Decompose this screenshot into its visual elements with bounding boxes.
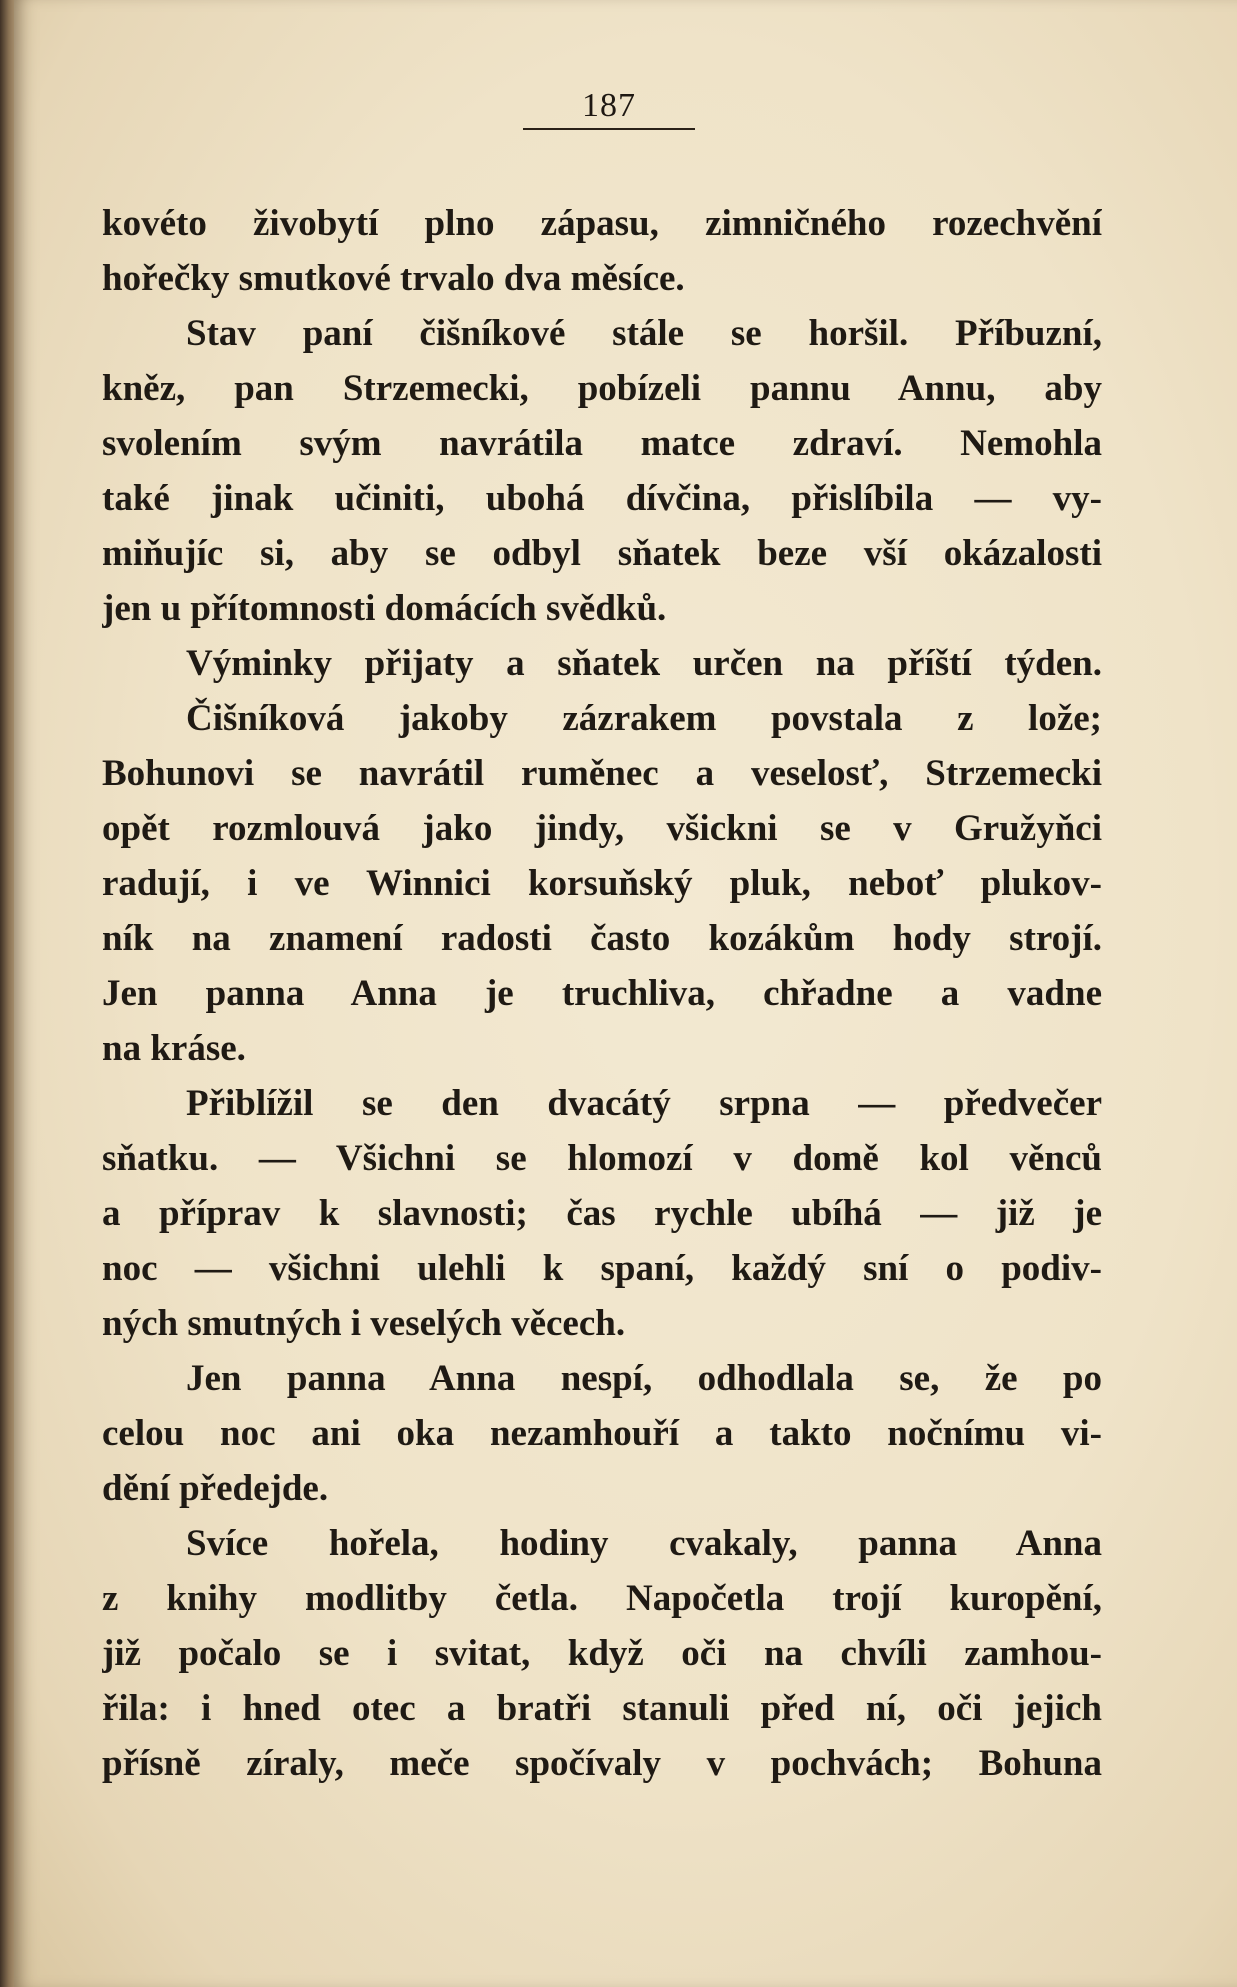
header-rule [523,128,695,130]
text-line: přísně zíraly, meče spočívaly v pochvách; Bohuna [102,1743,1102,1784]
text-line: celou noc ani oka nezamhouří a takto nočnímu vi- [102,1413,1102,1454]
text-line: hořečky smutkové trvalo dva měsíce. [102,258,685,299]
text-line: Bohunovi se navrátil ruměnec a veselosť, Strzemecki [102,753,1102,794]
text-line: Výminky přijaty a sňatek určen na příští týden. [186,643,1102,684]
text-line: Přiblížil se den dvacátý srpna — předvečer [186,1083,1102,1124]
body-text [102,196,1102,1791]
text-line: noc — všichni ulehli k spaní, každý sní o podiv- [102,1248,1102,1289]
text-line: miňujíc si, aby se odbyl sňatek beze vší okázalosti [102,533,1102,574]
text-line: již počalo se i svitat, když oči na chvíli zamhou- [102,1633,1102,1674]
text-line: svolením svým navrátila matce zdraví. Nemohla [102,423,1102,464]
text-line: řila: i hned otec a bratři stanuli před ní, oči jejich [102,1688,1102,1729]
text-line: kovéto živobytí plno zápasu, zimničného rozechvění [102,203,1102,244]
text-line: Jen panna Anna je truchliva, chřadne a vadne [102,973,1102,1014]
page-header [519,86,699,130]
text-line: a příprav k slavnosti; čas rychle ubíhá — již je [102,1193,1102,1234]
text-line: na kráse. [102,1028,246,1069]
text-line: opět rozmlouvá jako jindy, všickni se v Gružyňci [102,808,1102,849]
text-line: jen u přítomnosti domácích svědků. [102,588,667,629]
text-line: sňatku. — Všichni se hlomozí v domě kol věnců [102,1138,1102,1179]
text-line: Jen panna Anna nespí, odhodlala se, že po [186,1358,1102,1399]
text-line: z knihy modlitby četla. Napočetla trojí kuropění, [102,1578,1102,1619]
text-line: Stav paní čišníkové stále se horšil. Příbuzní, [186,313,1102,354]
text-line: Čišníková jakoby zázrakem povstala z lože; [186,698,1102,739]
text-line: ných smutných i veselých věcech. [102,1303,626,1344]
text-line: dění předejde. [102,1468,329,1509]
text-line: také jinak učiniti, ubohá dívčina, přislíbila — vy- [102,478,1102,519]
text-line: kněz, pan Strzemecki, pobízeli pannu Annu, aby [102,368,1102,409]
page-number: 187 [582,87,636,124]
text-line: ník na znamení radosti často kozákům hody strojí. [102,918,1102,959]
text-line: radují, i ve Winnici korsuňský pluk, neboť plukov- [102,863,1102,904]
text-line: Svíce hořela, hodiny cvakaly, panna Anna [186,1523,1102,1564]
